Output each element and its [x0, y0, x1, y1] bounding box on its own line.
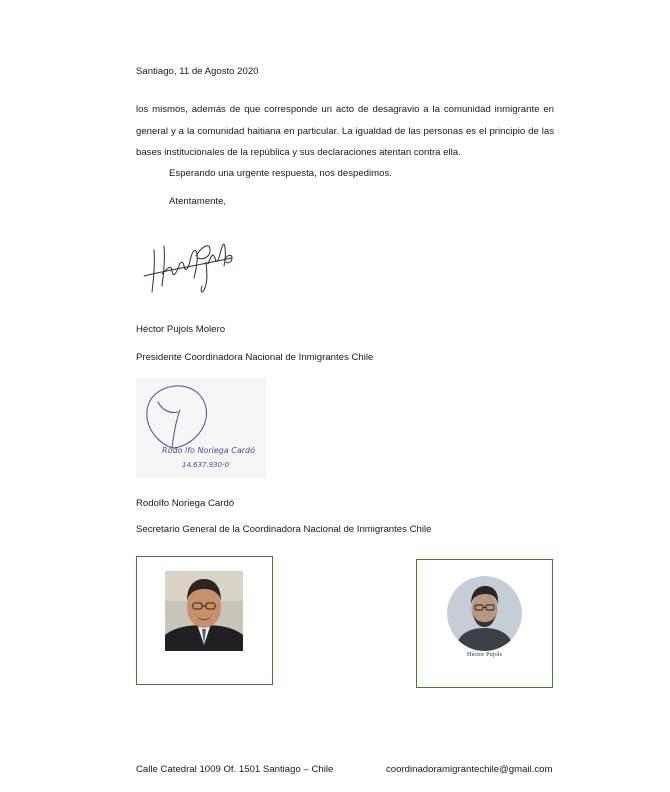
portrait-photo-1	[165, 571, 243, 651]
signatory-2-name: Rodolfo Noriega Cardó	[136, 498, 235, 509]
letter-paragraph: los mismos, además de que corresponde un acto de desagravio a la comunidad inmigrante en general y a la comunidad haitiana en particular. La igualdad de las personas es el principio de las bases institucionales de la república y sus declaraciones atentan contra ella.	[136, 104, 554, 158]
signatory-2-role: Secretario General de la Coordinadora Nacional de Inmigrantes Chile	[136, 524, 432, 535]
signature-2-handwritten-name: Rodo lfo Noriega Cardó	[162, 446, 256, 455]
photo-frame-1	[136, 556, 273, 685]
footer-address: Calle Catedral 1009 Of. 1501 Santiago – Chile	[136, 764, 334, 775]
signatory-1-name: Héctor Pujols Molero	[136, 324, 226, 335]
signature-2-id-number: 14.637.930-0	[182, 461, 230, 469]
photo-2-caption: Héctor Pujols	[467, 651, 502, 658]
signature-rodolfo-noriega	[136, 378, 266, 478]
signatory-1-role: Presidente Coordinadora Nacional de Inmigrantes Chile	[136, 352, 374, 363]
closing-line: Esperando una urgente respuesta, nos despedimos.	[169, 168, 392, 179]
portrait-photo-2	[447, 576, 522, 651]
farewell: Atentamente,	[169, 196, 227, 207]
signature-hector-pujols	[140, 228, 240, 303]
letter-date: Santiago, 11 de Agosto 2020	[136, 66, 259, 77]
photo-frame-2	[416, 559, 553, 688]
footer-email: coordinadoramigrantechile@gmail.com	[386, 764, 553, 775]
